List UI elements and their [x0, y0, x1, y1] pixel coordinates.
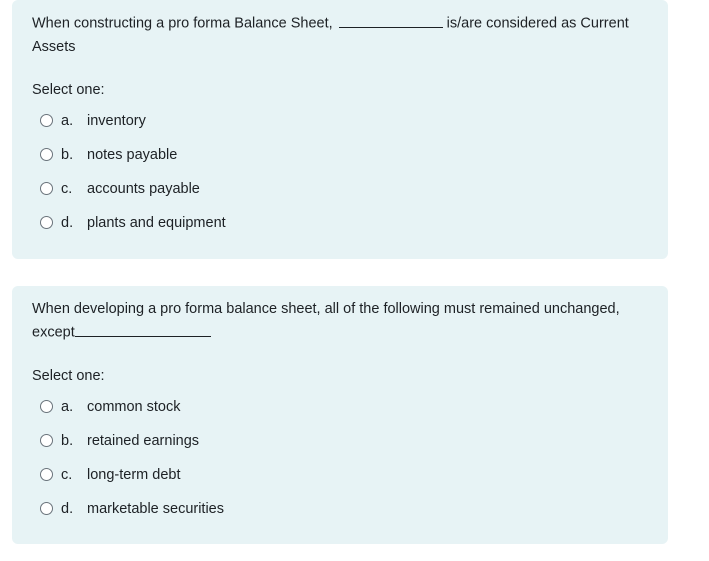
question-text-before: When developing a pro forma balance sheet, all of the following must remained unchanged, except: [32, 301, 620, 341]
option-a[interactable]: [40, 390, 648, 424]
radio-button-icon[interactable]: [40, 216, 53, 229]
answer-options: [32, 104, 648, 240]
radio-button-icon[interactable]: [40, 400, 53, 413]
question-card-1: [12, 0, 668, 259]
option-label[interactable]: inventory: [87, 112, 146, 129]
option-label[interactable]: notes payable: [87, 146, 178, 163]
radio-button-icon[interactable]: [40, 182, 53, 195]
select-prompt: Select one:: [32, 81, 105, 98]
question-text-after: is/are considered as Current Assets: [32, 15, 629, 55]
radio-button-icon[interactable]: [40, 434, 53, 447]
option-b[interactable]: [40, 424, 648, 458]
question-text: [32, 12, 632, 59]
option-letter: c.: [61, 466, 73, 483]
answer-blank: [339, 12, 443, 28]
option-letter: a.: [61, 112, 74, 129]
option-letter: d.: [61, 500, 74, 517]
option-label[interactable]: retained earnings: [87, 432, 200, 449]
option-c[interactable]: [40, 458, 648, 492]
option-letter: d.: [61, 214, 74, 231]
option-letter: a.: [61, 398, 74, 415]
select-prompt: Select one:: [32, 367, 105, 384]
option-letter: b.: [61, 432, 74, 449]
option-label[interactable]: long-term debt: [87, 466, 181, 483]
option-d[interactable]: [40, 206, 648, 240]
question-text: [32, 298, 632, 345]
option-letter: b.: [61, 146, 74, 163]
question-card-2: [12, 286, 668, 544]
answer-options: [32, 390, 648, 526]
option-label[interactable]: plants and equipment: [87, 214, 226, 231]
option-label[interactable]: accounts payable: [87, 180, 200, 197]
option-letter: c.: [61, 180, 73, 197]
option-b[interactable]: [40, 138, 648, 172]
radio-button-icon[interactable]: [40, 502, 53, 515]
option-label[interactable]: marketable securities: [87, 500, 224, 517]
option-c[interactable]: [40, 172, 648, 206]
radio-button-icon[interactable]: [40, 468, 53, 481]
option-d[interactable]: [40, 492, 648, 526]
radio-button-icon[interactable]: [40, 114, 53, 127]
question-text-before: When constructing a pro forma Balance Sheet,: [32, 15, 333, 32]
option-a[interactable]: [40, 104, 648, 138]
radio-button-icon[interactable]: [40, 148, 53, 161]
option-label[interactable]: common stock: [87, 398, 181, 415]
answer-blank: [75, 321, 211, 337]
